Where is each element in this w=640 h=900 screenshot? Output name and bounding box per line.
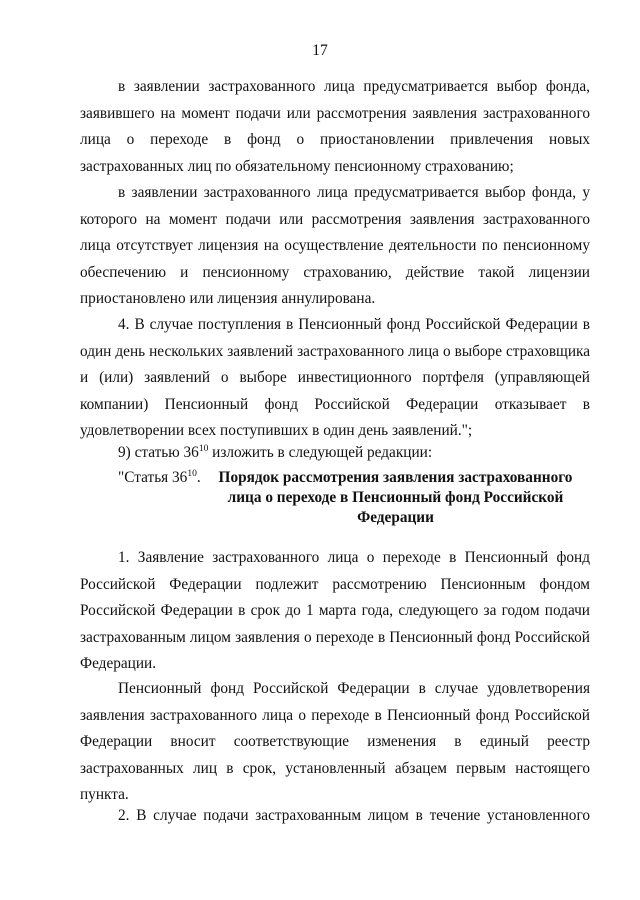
paragraph-item-4: 4. В случае поступления в Пенсионный фонд Российской Федерации в один день нескольких заявлений застрахованного лица о выборе страховщика и (или) заявлений о выборе инвестиционного портфеля (управляющей компании) Пенсионный фонд Российской Федерации отказывает в удовлетворении всех поступивших в один день заявлений."; — [80, 316, 590, 439]
paragraph-article-item-1: 1. Заявление застрахованного лица о переходе в Пенсионный фонд Российской Федерации подлежит рассмотрению Пенсионным фондом Российской Федерации в срок до 1 марта года, следующего за годом подачи застрахованным лицом заявления о переходе в Пенсионный фонд Российской Федерации. — [80, 549, 590, 672]
article-prefix: "Статья $36^{10}$. — [118, 468, 201, 486]
amendment-superscript: 10 — [198, 443, 209, 454]
amendment-text-after: изложить в следующей редакции: — [208, 444, 433, 461]
paragraph-article-item-2: 2. В случае подачи застрахованным лицом в течение установленного — [118, 807, 590, 824]
article-title: Порядок рассмотрения заявления застрахованного лица о переходе в Пенсионный фонд Российской Федерации — [218, 469, 573, 526]
amendment-text-before: 9) статью 36 — [118, 444, 199, 461]
paragraph-fund-suspension: в заявлении застрахованного лица предусматривается выбор фонда, заявившего на момент подачи или рассмотрения заявления застрахованного лица о переходе в фонд о приостановлении привлечения новых застрахованных лиц по обязательному пенсионному страхованию; — [80, 78, 590, 175]
paragraph-fund-license: в заявлении застрахованного лица предусматривается выбор фонда, у которого на момент подачи или рассмотрения заявления застрахованного лица отсутствует лицензия на осуществление деятельности по пенсионному обеспечению и пенсионному страхованию, действие такой лицензии приостановлено или лицензия аннулирована. — [80, 184, 590, 307]
page-number: 17 — [312, 42, 328, 59]
paragraph-article-registry: Пенсионный фонд Российской Федерации в случае удовлетворения заявления застрахованного лица о переходе в Пенсионный фонд Российской Федерации вносит соответствующие изменения в единый реестр застрахованных лиц в срок, установленный абзацем первым настоящего пункта. — [80, 680, 590, 803]
amendment-line — [118, 440, 432, 467]
